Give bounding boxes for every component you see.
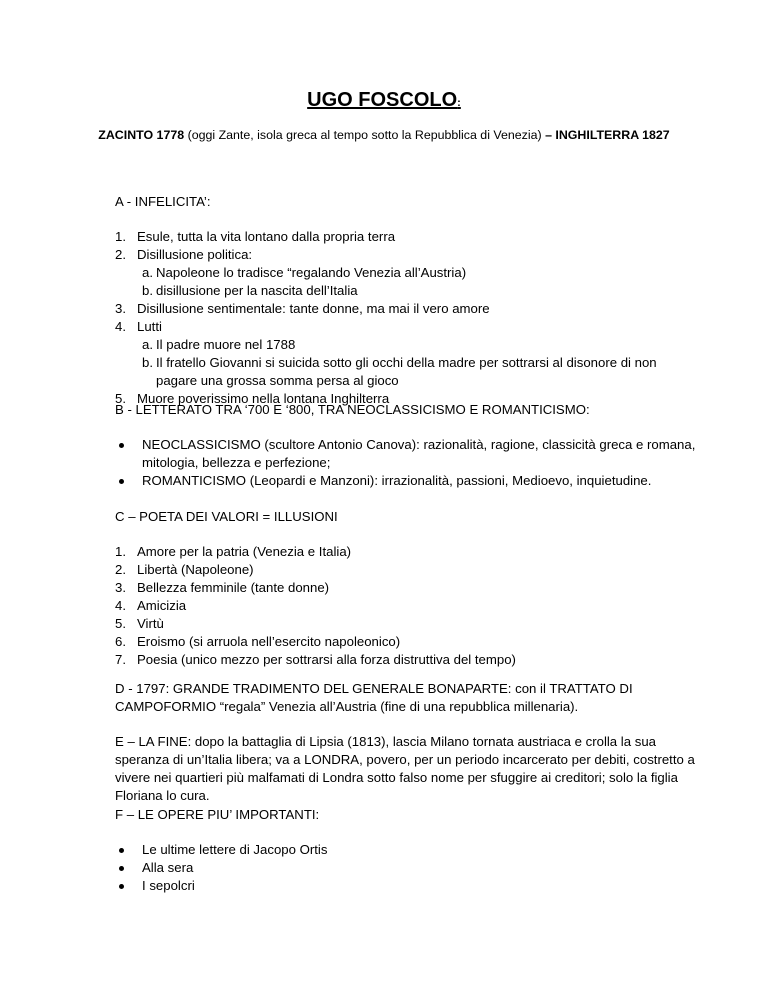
item-text: Bellezza femminile (tante donne) [137,580,330,595]
item-text: Eroismo (si arruola nell’esercito napoleonico) [137,634,401,649]
list-item [115,300,695,318]
section-e [115,733,711,805]
title-colon: : [457,97,461,109]
item-number: 4. [115,319,126,334]
item-text: Napoleone lo tradisce “regalando Venezia all’Austria) [156,265,467,280]
section-c-heading: C – POETA DEI VALORI = ILLUSIONI [115,509,338,524]
item-letter: b. [142,355,153,370]
item-number: 4. [115,598,126,613]
list-item [115,543,695,561]
item-letter: b. [142,283,153,298]
bullet-item [115,472,705,490]
sub-list-item [142,336,695,354]
list-item [115,579,695,597]
bullet-item [115,859,695,877]
item-text: Amore per la patria (Venezia e Italia) [137,544,352,559]
item-number: 3. [115,580,126,595]
title-text: UGO FOSCOLO [307,89,458,111]
list-item [115,561,695,579]
item-text: Disillusione sentimentale: tante donne, ma mai il vero amore [137,301,490,316]
item-text: Le ultime lettere di Jacopo Ortis [142,842,328,857]
item-number: 5. [115,391,126,406]
item-text: Il fratello Giovanni si suicida sotto gli occhi della madre per sottrarsi al disonore di non pagare una grossa somma persa al gioco [156,355,657,388]
item-text: Lutti [137,319,162,334]
item-letter: a. [142,265,153,280]
item-text: Amicizia [137,598,187,613]
sub-list-item [142,282,695,300]
section-e-text: E – LA FINE: dopo la battaglia di Lipsia (1813), lascia Milano tornata austriaca e crolla la sua speranza di un’Italia libera; va a LONDRA, povero, per un periodo incarcerato per debiti, costretto a vivere nei quartieri più malfamati di Londra sotto falso nome per sfuggire ai creditori; solo la figlia Floriana lo cura. [115,734,695,803]
item-text: I sepolcri [142,878,195,893]
item-number: 5. [115,616,126,631]
subtitle-birth: ZACINTO 1778 [98,128,185,142]
section-c [115,508,695,669]
sub-list-item [142,354,695,390]
list-item [115,651,695,669]
section-d-text: D - 1797: GRANDE TRADIMENTO DEL GENERALE BONAPARTE: con il TRATTATO DI CAMPOFORMIO “regala” Venezia all’Austria (fine di una repubblica millenaria). [115,681,633,714]
item-number: 6. [115,634,126,649]
item-text: NEOCLASSICISMO (scultore Antonio Canova): razionalità, ragione, classicità greca e romana, mitologia, bellezza e perfezione; [142,437,696,470]
section-f [115,806,695,895]
document-title [0,88,768,115]
section-d [115,680,711,716]
list-item [115,597,695,615]
item-text: Esule, tutta la vita lontano dalla propria terra [137,229,396,244]
item-text: Libertà (Napoleone) [137,562,254,577]
item-number: 2. [115,562,126,577]
list-item [115,615,695,633]
section-a [115,193,695,408]
item-text: Muore poverissimo nella lontana Inghilterra [137,391,390,406]
item-number: 1. [115,229,126,244]
section-b-heading: B - LETTERATO TRA ‘700 E ‘800, TRA NEOCLASSICISMO E ROMANTICISMO: [115,402,590,417]
document-subtitle [0,126,768,144]
list-item [115,246,695,264]
subtitle-note: (oggi Zante, isola greca al tempo sotto la Repubblica di Venezia) [184,128,546,142]
list-item [115,318,695,336]
section-f-heading: F – LE OPERE PIU’ IMPORTANTI: [115,807,320,822]
item-text: Il padre muore nel 1788 [156,337,296,352]
section-b [115,401,705,490]
section-a-heading: A - INFELICITA’: [115,194,211,209]
item-text: Disillusione politica: [137,247,253,262]
item-number: 7. [115,652,126,667]
item-number: 3. [115,301,126,316]
item-text: disillusione per la nascita dell’Italia [156,283,358,298]
section-b-list [115,436,705,490]
bullet-item [115,841,695,859]
item-letter: a. [142,337,153,352]
bullet-item [115,436,705,472]
list-item [115,228,695,246]
list-item [115,633,695,651]
sub-list-item [142,264,695,282]
item-text: Alla sera [142,860,194,875]
item-text: Poesia (unico mezzo per sottrarsi alla forza distruttiva del tempo) [137,652,516,667]
section-f-list [115,841,695,895]
item-text: Virtù [137,616,164,631]
section-c-list [115,543,695,669]
item-number: 1. [115,544,126,559]
bullet-item [115,877,695,895]
section-a-list [115,228,695,408]
item-text: ROMANTICISMO (Leopardi e Manzoni): irrazionalità, passioni, Medioevo, inquietudine. [142,473,652,488]
subtitle-death: – INGHILTERRA 1827 [545,128,670,142]
item-number: 2. [115,247,126,262]
